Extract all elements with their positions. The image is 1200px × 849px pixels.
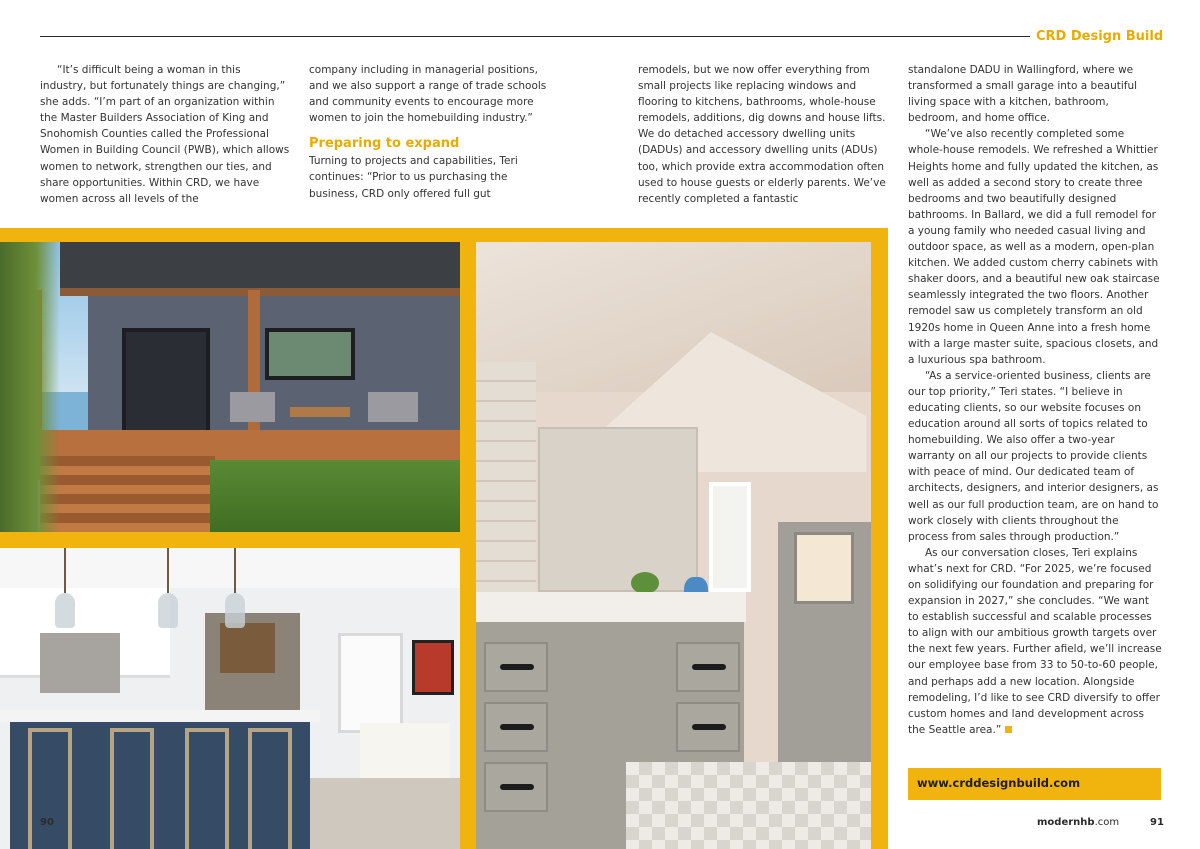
subheading: Preparing to expand xyxy=(309,136,460,152)
bar-stool xyxy=(110,728,154,849)
porch-photo xyxy=(0,242,460,532)
site-name: modernhb xyxy=(1037,817,1095,828)
patio-chair xyxy=(230,392,275,422)
bar-stool xyxy=(185,728,229,849)
window xyxy=(338,633,403,733)
footer-site xyxy=(1037,817,1119,828)
text-column-2 xyxy=(309,62,559,202)
page-number-left: 90 xyxy=(40,817,54,828)
drawer-pull xyxy=(500,784,534,790)
drawer xyxy=(676,642,740,692)
roof xyxy=(60,242,460,290)
deck-steps xyxy=(40,456,215,532)
paragraph: “We’ve also recently completed some whole-house remodels. We refreshed a Whittier Heights home and fully updated the kitchen, as well as added a second story to create three bedrooms and two beautifully designed bathrooms. In Ballard, we did a full remodel for a young family who needed casual living and outdoor space, as well as a modern, open-plan kitchen. We added custom cherry cabinets with shaker doors, and a beautiful new oak staircase seamlessly integrated the two floors. Another remodel saw us completely transform an old 1920s home in Queen Anne into a fresh home with a large master suite, spacious closets, and a luxurious spa bathroom. xyxy=(908,128,1160,366)
paragraph: remodels, but we now offer everything from small projects like replacing windows and flooring to kitchens, bathrooms, whole-house remodels, additions, dig downs and house lifts. We do detached accessory dwelling units (DADUs) and accessory dwelling units (ADUs) too, which provide extra accommodation often used to house guests or elderly parents. We’ve recently completed a fantastic xyxy=(638,64,886,205)
header-rule xyxy=(40,36,1030,37)
page-number-right: 91 xyxy=(1150,817,1164,828)
drawer-pull xyxy=(500,664,534,670)
paragraph: standalone DADU in Wallingford, where we transformed a small garage into a beautiful living space with a kitchen, bathroom, bedroom, and home office. xyxy=(908,64,1138,125)
text-column-1 xyxy=(40,62,290,207)
door-window xyxy=(794,532,854,604)
header-brand: CRD Design Build xyxy=(1036,29,1164,44)
wall-art xyxy=(412,640,454,695)
drawer xyxy=(484,642,548,692)
sofa xyxy=(360,723,450,778)
drawer-pull xyxy=(692,724,726,730)
text-column-4 xyxy=(908,62,1162,738)
island-countertop xyxy=(0,710,320,722)
patio-table xyxy=(290,407,350,417)
paragraph: “It’s difficult being a woman in this industry, but fortunately things are changing,” she adds. “I’m part of an organization within the Master Builders Association of King and Snohomish Counties called the Professional Women in Building Council (PWB), which allows women to network, strengthen our ties, and share opportunities. Within CRD, we have women across all levels of the xyxy=(40,64,290,205)
bathroom-photo xyxy=(476,242,871,849)
paragraph: Turning to projects and capabilities, Teri continues: “Prior to us purchasing the business, CRD only offered full gut xyxy=(309,155,518,200)
patio-chair xyxy=(368,392,418,422)
wood-floor xyxy=(300,778,460,849)
drawer xyxy=(484,702,548,752)
tree xyxy=(0,242,60,532)
pendant-light xyxy=(55,548,75,628)
pendant-light xyxy=(225,548,245,628)
patterned-tile-floor xyxy=(626,762,871,849)
kitchen-photo xyxy=(0,548,460,849)
drawer-pull xyxy=(692,664,726,670)
vanity-countertop xyxy=(476,592,746,622)
plant xyxy=(631,572,659,594)
drawer xyxy=(676,702,740,752)
lawn xyxy=(210,460,460,532)
drawer xyxy=(484,762,548,812)
bar-stool xyxy=(28,728,72,849)
end-mark-icon xyxy=(1005,726,1012,733)
site-tld: .com xyxy=(1094,817,1120,828)
drawer-pull xyxy=(500,724,534,730)
bar-stool xyxy=(248,728,292,849)
paragraph-final xyxy=(908,545,1162,738)
tile-wall xyxy=(476,362,536,592)
range-hood xyxy=(40,633,120,693)
built-in-shelves xyxy=(220,623,275,673)
mirror xyxy=(538,427,698,592)
paragraph: company including in managerial positions, and we also support a range of trade schools and community events to encourage more women to join the homebuilding industry.” xyxy=(309,64,547,125)
eave xyxy=(60,288,460,296)
paragraph: “As a service-oriented business, clients are our top priority,” Teri states. “I believe in educating clients, so our website focuses on education around all sorts of topics related to homebuilding. We also offer a two-year warranty on all our projects to provide clients with peace of mind. Our dedicated team of architects, designers, and interior designers, as well as our full production team, are on hand to work closely with clients throughout the process from sales through production.” xyxy=(908,369,1159,543)
window xyxy=(709,482,751,592)
website-banner[interactable] xyxy=(908,768,1161,800)
paragraph-text: As our conversation closes, Teri explains what’s next for CRD. “For 2025, we’re focused on solidifying our foundation and preparing for expansion in 2027,” she concludes. “We want to establish successful and scalable processes to align with our ambitious growth targets over the next few years. Further afield, we’ll increase our employee base from 33 to 50-to-60 people, and perhaps add a new location. Alongside remodeling, I’d like to see CRD diversify to offer custom homes and land development across the Seattle area.” xyxy=(908,546,1162,736)
website-url[interactable]: www.crddesignbuild.com xyxy=(917,776,1081,790)
window xyxy=(265,328,355,380)
pendant-light xyxy=(158,548,178,628)
text-column-3 xyxy=(638,62,888,207)
